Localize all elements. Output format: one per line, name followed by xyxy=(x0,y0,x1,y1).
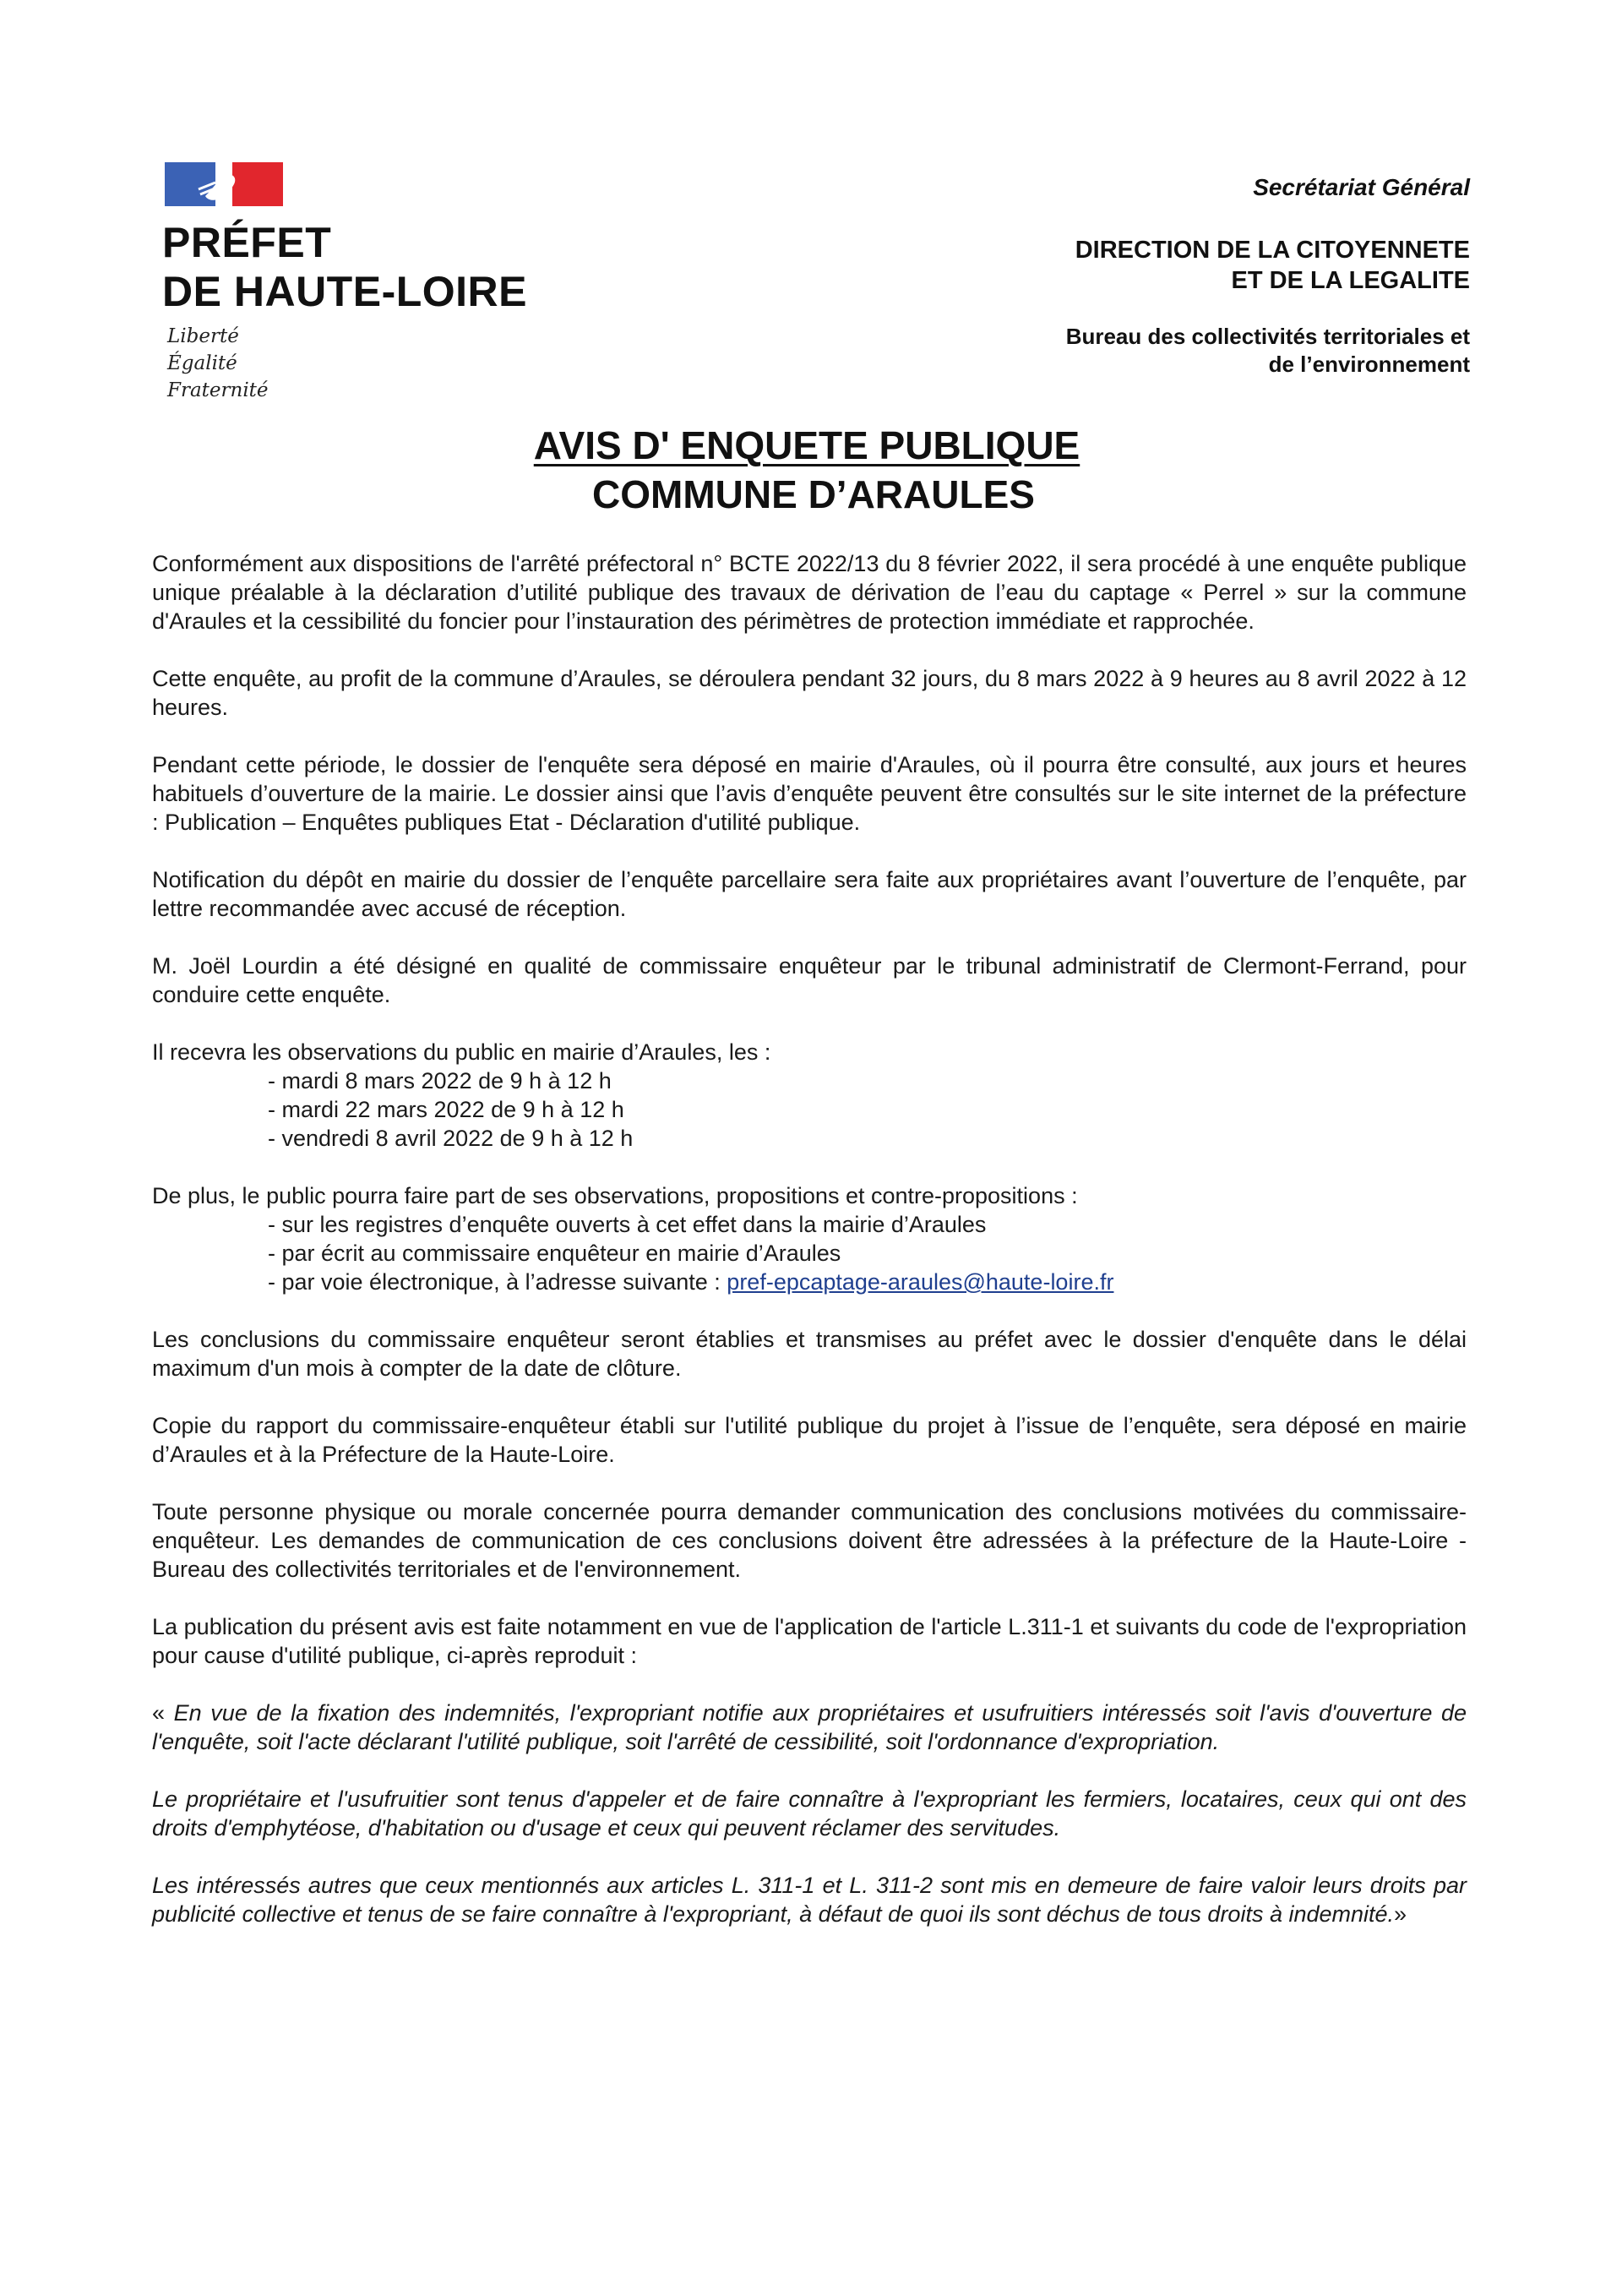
prefet-line-2: DE HAUTE-LOIRE xyxy=(162,268,527,315)
list-item: - par écrit au commissaire enquêteur en mairie d’Araules xyxy=(268,1241,841,1266)
list-item: - vendredi 8 avril 2022 de 9 h à 12 h xyxy=(268,1126,634,1151)
document-title-line-1 xyxy=(0,423,1618,469)
direction-line-1: DIRECTION DE LA CITOYENNETE xyxy=(1075,237,1470,264)
quote-open-mark: « xyxy=(152,1700,174,1726)
quote-article-1 xyxy=(152,1699,1467,1756)
list-item: - sur les registres d’enquête ouverts à cet effet dans la mairie d’Araules xyxy=(268,1212,987,1237)
document-title-line-2: COMMUNE D’ARAULES xyxy=(592,472,1035,516)
paragraph-observations-intro: De plus, le public pourra faire part de ses observations, propositions et contre-propositions : xyxy=(152,1183,1078,1208)
observations-list xyxy=(152,1210,1467,1296)
quote-article-2: Le propriétaire et l'usufruitier sont tenus d'appeler et de faire connaître à l'expropriant les fermiers, locataires, ceux qui ont des droits d'emphytéose, d'habitation ou d'usage et ceux qui peuvent réclamer des servitudes. xyxy=(152,1786,1467,1841)
paragraph-copie-rapport: Copie du rapport du commissaire-enquêteur établi sur l'utilité publique du projet à l’issue de l’enquête, sera déposé en mairie d’Araules et à la Préfecture de la Haute-Loire. xyxy=(152,1413,1467,1467)
bureau-line-1: Bureau des collectivités territoriales et xyxy=(1065,324,1470,349)
devise xyxy=(167,323,269,404)
paragraph-conclusions: Les conclusions du commissaire enquêteur seront établies et transmises au préfet avec le dossier d'enquête dans le délai maximum d'un mois à compter de la date de clôture. xyxy=(152,1327,1467,1381)
email-link[interactable]: pref-epcaptage-araules@haute-loire.fr xyxy=(727,1269,1114,1295)
direction xyxy=(1075,235,1470,296)
quote-3-text: Les intéressés autres que ceux mentionnés aux articles L. 311-1 et L. 311-2 sont mis en demeure de faire valoir leurs droits par publicité collective et tenus de se faire connaître à l'expropriant, à défaut de quoi ils sont déchus de tous droits à indemnité. xyxy=(152,1873,1467,1927)
paragraph-permanences-intro: Il recevra les observations du public en mairie d’Araules, les : xyxy=(152,1039,771,1065)
quote-close-mark: » xyxy=(1394,1901,1407,1927)
devise-liberte: Liberté xyxy=(167,325,239,347)
paragraph-duree: Cette enquête, au profit de la commune d’Araules, se déroulera pendant 32 jours, du 8 mars 2022 à 9 heures au 8 avril 2022 à 12 heures. xyxy=(152,666,1467,720)
bureau xyxy=(1066,323,1470,379)
electronique-label: - par voie électronique, à l’adresse suivante : xyxy=(268,1269,727,1295)
prefet-title xyxy=(162,218,527,316)
devise-fraternite: Fraternité xyxy=(167,379,269,401)
marianne-logo xyxy=(165,162,283,206)
permanences-list xyxy=(152,1066,1467,1153)
list-item: - mardi 8 mars 2022 de 9 h à 12 h xyxy=(268,1068,612,1093)
prefet-line-1: PRÉFET xyxy=(162,219,332,266)
quote-1-text: En vue de la fixation des indemnités, l'expropriant notifie aux propriétaires et usufruitiers intéressés soit l'avis d'ouverture de l'enquête, soit l'acte déclarant l'utilité publique, soit l'arrêté de cessibilité, soit l'ordonnance d'expropriation. xyxy=(152,1700,1467,1754)
paragraph-communication: Toute personne physique ou morale concernée pourra demander communication des conclusions motivées du commissaire-enquêteur. Les demandes de communication de ces conclusions doivent être adressées à la préfecture de la Haute-Loire - Bureau des collectivités territoriales et de l'environnement. xyxy=(152,1499,1467,1582)
bureau-line-2: de l’environnement xyxy=(1268,352,1470,377)
devise-egalite: Égalité xyxy=(167,352,237,374)
quote-article-3 xyxy=(152,1871,1467,1928)
notice-body xyxy=(152,549,1467,1957)
paragraph-notification: Notification du dépôt en mairie du dossier de l’enquête parcellaire sera faite aux propriétaires avant l’ouverture de l’enquête, par lettre recommandée avec accusé de réception. xyxy=(152,867,1467,921)
list-item: - mardi 22 mars 2022 de 9 h à 12 h xyxy=(268,1097,624,1122)
paragraph-commissaire: M. Joël Lourdin a été désigné en qualité de commissaire enquêteur par le tribunal administratif de Clermont-Ferrand, pour conduire cette enquête. xyxy=(152,953,1467,1007)
title-line-1-text: AVIS D' ENQUETE PUBLIQUE xyxy=(533,423,1080,467)
paragraph-publication: La publication du présent avis est faite notamment en vue de l'application de l'article L.311-1 et suivants du code de l'expropriation pour cause d'utilité publique, ci-après reproduit : xyxy=(152,1614,1467,1668)
secretariat-general: Secrétariat Général xyxy=(1253,174,1470,200)
paragraph-consultation: Pendant cette période, le dossier de l'enquête sera déposé en mairie d'Araules, où il pourra être consulté, aux jours et heures habituels d’ouverture de la mairie. Le dossier ainsi que l’avis d’enquête peuvent être consultés sur le site internet de la préfecture : Publication – Enquêtes publiques Etat - Déclaration d'utilité publique. xyxy=(152,752,1467,835)
direction-line-2: ET DE LA LEGALITE xyxy=(1231,267,1470,294)
paragraph-arrete: Conformément aux dispositions de l'arrêté préfectoral n° BCTE 2022/13 du 8 février 2022, il sera procédé à une enquête publique unique préalable à la déclaration d’utilité publique des travaux de dérivation de l’eau du captage « Perrel » sur la commune d'Araules et la cessibilité du foncier pour l’instauration des périmètres de protection immédiate et rapprochée. xyxy=(152,551,1467,634)
list-item-electronique xyxy=(152,1268,1467,1296)
